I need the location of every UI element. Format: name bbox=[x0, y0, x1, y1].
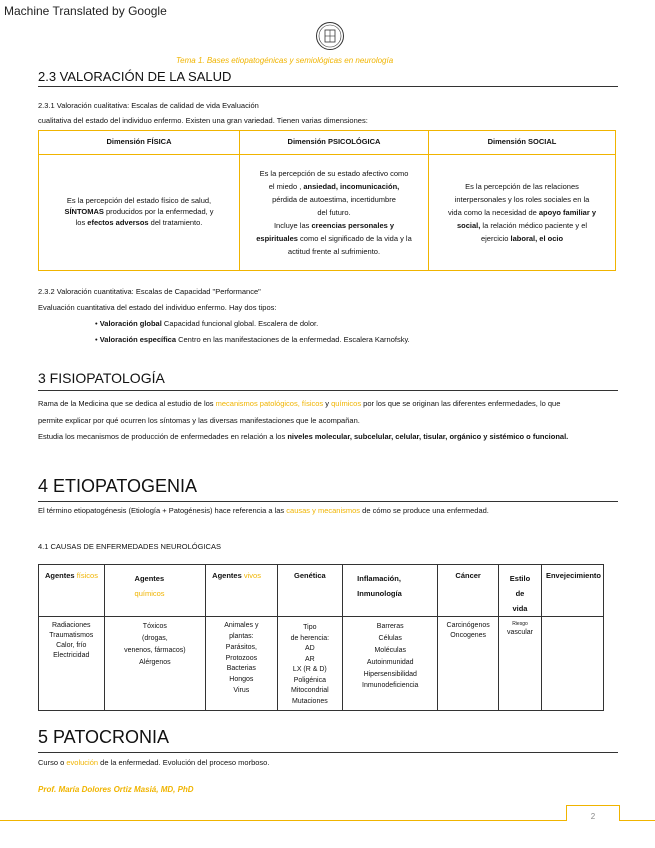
chapter-subtitle: Tema 1. Bases etiopatogénicas y semiológicas en neurología bbox=[176, 56, 394, 65]
section-4-paragraph: El término etiopatogénesis (Etiología + Patogénesis) hace referencia a las causas y mecanismos de cómo se produce una enfermedad. bbox=[38, 506, 489, 515]
bullet-valoracion-especifica: • Valoración específica Centro en las manifestaciones de la enfermedad. Escalera Karnofsky. bbox=[95, 335, 410, 346]
footer-rule bbox=[0, 820, 655, 821]
cell-social: Es la percepción de las relaciones interpersonales y los roles sociales en la vida como la necesidad de apoyo familiar y social, la relación médico paciente y el ejercicio laboral, el ocio bbox=[429, 155, 616, 271]
section-5-rule bbox=[38, 752, 618, 753]
cell-psicologica: Es la percepción de su estado afectivo como el miedo , ansiedad, incomunicación, pérdida de autoestima, incertidumbre del futuro. Incluye las creencias personales y espirituales como el significado de la vida y la actitud frente al sufrimiento. bbox=[240, 155, 429, 271]
section-5-paragraph: Curso o evolución de la enfermedad. Evolución del proceso morboso. bbox=[38, 758, 270, 767]
col-estilo-vida: Estilo de vida bbox=[499, 565, 542, 617]
cell-genetica: Tipo de herencia: AD AR LX (R & D) Poligénica Mitocondrial Mutaciones bbox=[277, 617, 343, 711]
section-3-rule bbox=[38, 390, 618, 391]
bullet-valoracion-global: • Valoración global Capacidad funcional global. Escalera de dolor. bbox=[95, 319, 318, 330]
sub-2-3-2-heading: 2.3.2 Valoración cuantitativa: Escalas de Capacidad "Performance" bbox=[38, 287, 261, 296]
section-3-paragraph: Rama de la Medicina que se dedica al estudio de los mecanismos patológicos, físicos y químicos por los que se originan las diferentes enfermedades, lo que permite explicar por qué ocurren los síntomas y las diversas manifestaciones que le acompañan. Estudia los mecanismos de producción de enfermedades en relación a los niveles molecular, subcelular, celular, tisular, orgánico y sistémico o funcional. bbox=[38, 399, 569, 441]
page-number-box bbox=[566, 805, 620, 821]
machine-translated-banner: Machine Translated by Google bbox=[4, 4, 167, 18]
cell-inflamacion: Barreras Células Moléculas Autoinmunidad Hipersensibilidad Inmunodeficiencia bbox=[343, 617, 438, 711]
sub-2-3-1-heading: 2.3.1 Valoración cualitativa: Escalas de calidad de vida Evaluación bbox=[38, 101, 259, 110]
col-genetica: Genética bbox=[277, 565, 343, 617]
cell-quimicos: Tóxicos (drogas, venenos, fármacos) Alérgenos bbox=[104, 617, 206, 711]
col-inflamacion: Inflamación, Inmunología bbox=[343, 565, 438, 617]
section-2-3-rule bbox=[38, 86, 618, 87]
dimensions-table bbox=[38, 130, 616, 271]
section-5-title: 5 PATOCRONIA bbox=[38, 727, 170, 747]
col-agentes-vivos: Agentes vivos bbox=[206, 565, 277, 617]
cell-estilo-vida: Riesgo vascular bbox=[499, 617, 542, 711]
sub-2-3-2-text: Evaluación cuantitativa del estado del individuo enfermo. Hay dos tipos: bbox=[38, 303, 277, 312]
causes-table bbox=[38, 564, 604, 711]
sub-2-3-1-text: cualitativa del estado del individuo enfermo. Existen una gran variedad. Tienen varias dimensiones: bbox=[38, 116, 368, 125]
col-envejecimiento: Envejecimiento bbox=[541, 565, 603, 617]
author-credit: Prof. María Dolores Ortiz Masiá, MD, PhD bbox=[38, 785, 194, 794]
section-4-title: 4 ETIOPATOGENIA bbox=[38, 476, 198, 496]
col-agentes-quimicos: Agentes químicos bbox=[104, 565, 206, 617]
col-fisica-header: Dimensión FÍSICA bbox=[39, 131, 240, 155]
section-4-rule bbox=[38, 501, 618, 502]
cell-cancer: Carcinógenos Oncogenes bbox=[438, 617, 499, 711]
col-agentes-fisicos: Agentes físicos bbox=[39, 565, 105, 617]
cell-vivos: Animales y plantas: Parásitos, Protozoos Bacterias Hongos Virus bbox=[206, 617, 277, 711]
section-3-title: 3 FISIOPATOLOGÍA bbox=[38, 370, 165, 386]
sub-4-1-heading: 4.1 CAUSAS DE ENFERMEDADES NEUROLÓGICAS bbox=[38, 542, 221, 551]
col-social-header: Dimensión SOCIAL bbox=[429, 131, 616, 155]
cell-envejecimiento bbox=[541, 617, 603, 711]
section-2-3-title: 2.3 VALORACIÓN DE LA SALUD bbox=[38, 69, 232, 84]
university-seal-icon bbox=[315, 21, 345, 56]
cell-fisica: Es la percepción del estado físico de salud, SÍNTOMAS producidos por la enfermedad, y los efectos adversos del tratamiento. bbox=[39, 155, 240, 271]
cell-fisicos: Radiaciones Traumatismos Calor, frío Electricidad bbox=[39, 617, 105, 711]
col-cancer: Cáncer bbox=[438, 565, 499, 617]
page-number: 2 bbox=[590, 812, 596, 821]
col-psicologica-header: Dimensión PSICOLÓGICA bbox=[240, 131, 429, 155]
